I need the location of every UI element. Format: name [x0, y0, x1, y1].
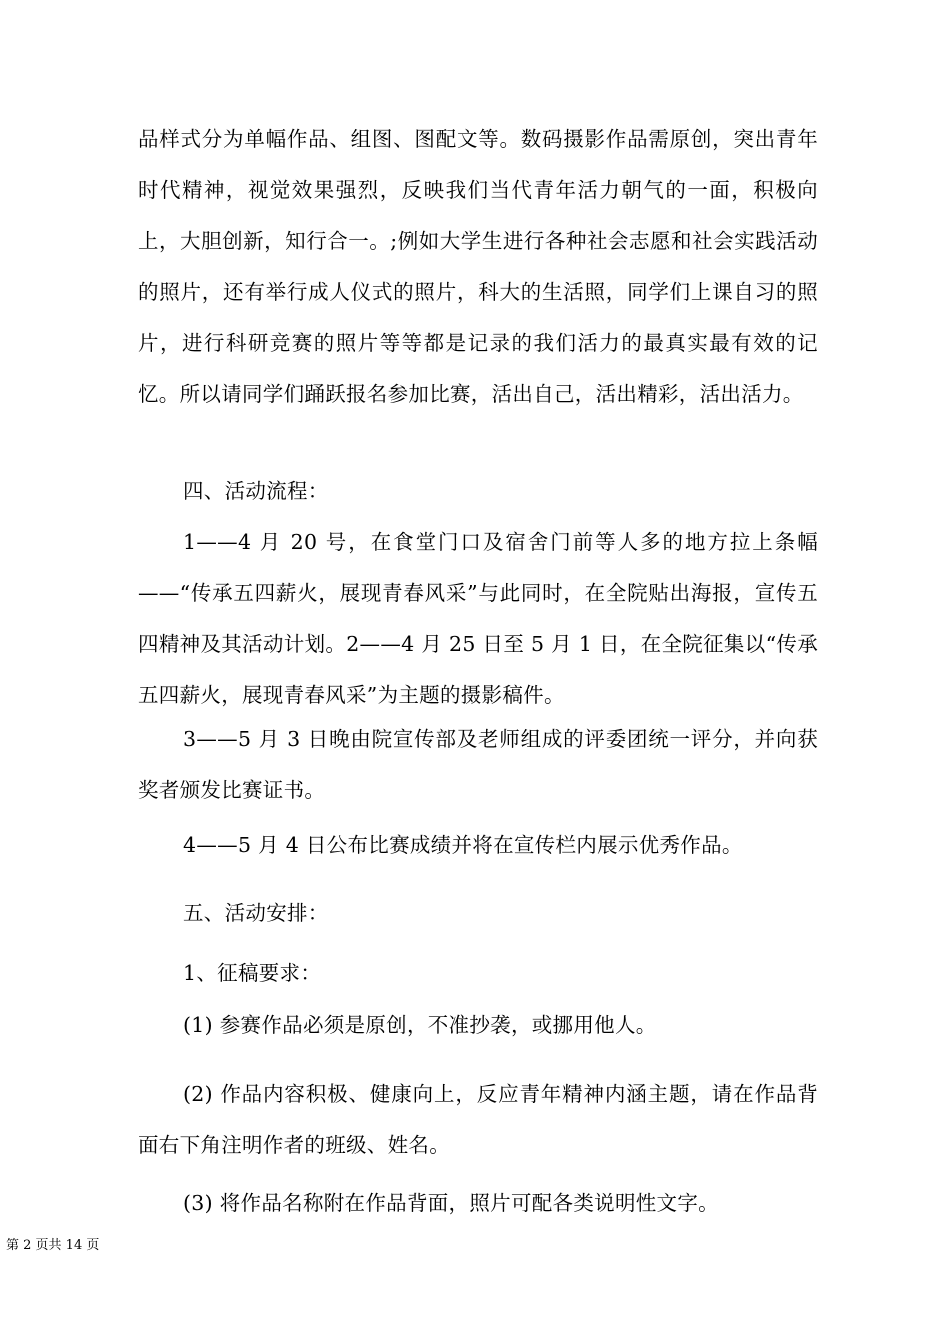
paragraph-process-step-4: 4——5 月 4 日公布比赛成绩并将在宣传栏内展示优秀作品。	[183, 833, 743, 857]
heading-submission-requirements: 1、征稿要求：	[183, 961, 322, 985]
paragraph-process-step-3: 3——5 月 3 日晚由院宣传部及老师组成的评委团统一评分，并向获奖者颁发比赛证书。	[138, 727, 818, 802]
requirement-item-2: (2) 作品内容积极、健康向上，反应青年精神内涵主题，请在作品背面右下角注明作者的班级、姓名。	[138, 1082, 818, 1157]
paragraph-process-steps-1-2: 1——4 月 20 号，在食堂门口及宿舍门前等人多的地方拉上条幅——“传承五四薪火，展现青春风采”与此同时，在全院贴出海报，宣传五四精神及其活动计划。2——4 月 25 日至 5 月 1 日，在全院征集以“传承五四薪火，展现青春风采”为主题的摄影稿件。	[138, 530, 818, 707]
heading-activity-arrangement: 五、活动安排：	[183, 901, 329, 925]
heading-activity-process: 四、活动流程：	[183, 479, 329, 503]
paragraph-photo-requirements: 品样式分为单幅作品、组图、图配文等。数码摄影作品需原创，突出青年时代精神，视觉效果强烈，反映我们当代青年活力朝气的一面，积极向上，大胆创新，知行合一。;例如大学生进行各种社会志愿和社会实践活动的照片，还有举行成人仪式的照片，科大的生活照，同学们上课自习的照片，进行科研竞赛的照片等等都是记录的我们活力的最真实最有效的记忆。所以请同学们踊跃报名参加比赛，活出自己，活出精彩，活出活力。	[138, 127, 818, 406]
page-number-footer: 第 2 页共 14 页	[6, 1238, 100, 1253]
requirement-item-3: (3) 将作品名称附在作品背面，照片可配各类说明性文字。	[183, 1191, 719, 1215]
requirement-item-1: (1) 参赛作品必须是原创，不准抄袭，或挪用他人。	[183, 1013, 657, 1037]
